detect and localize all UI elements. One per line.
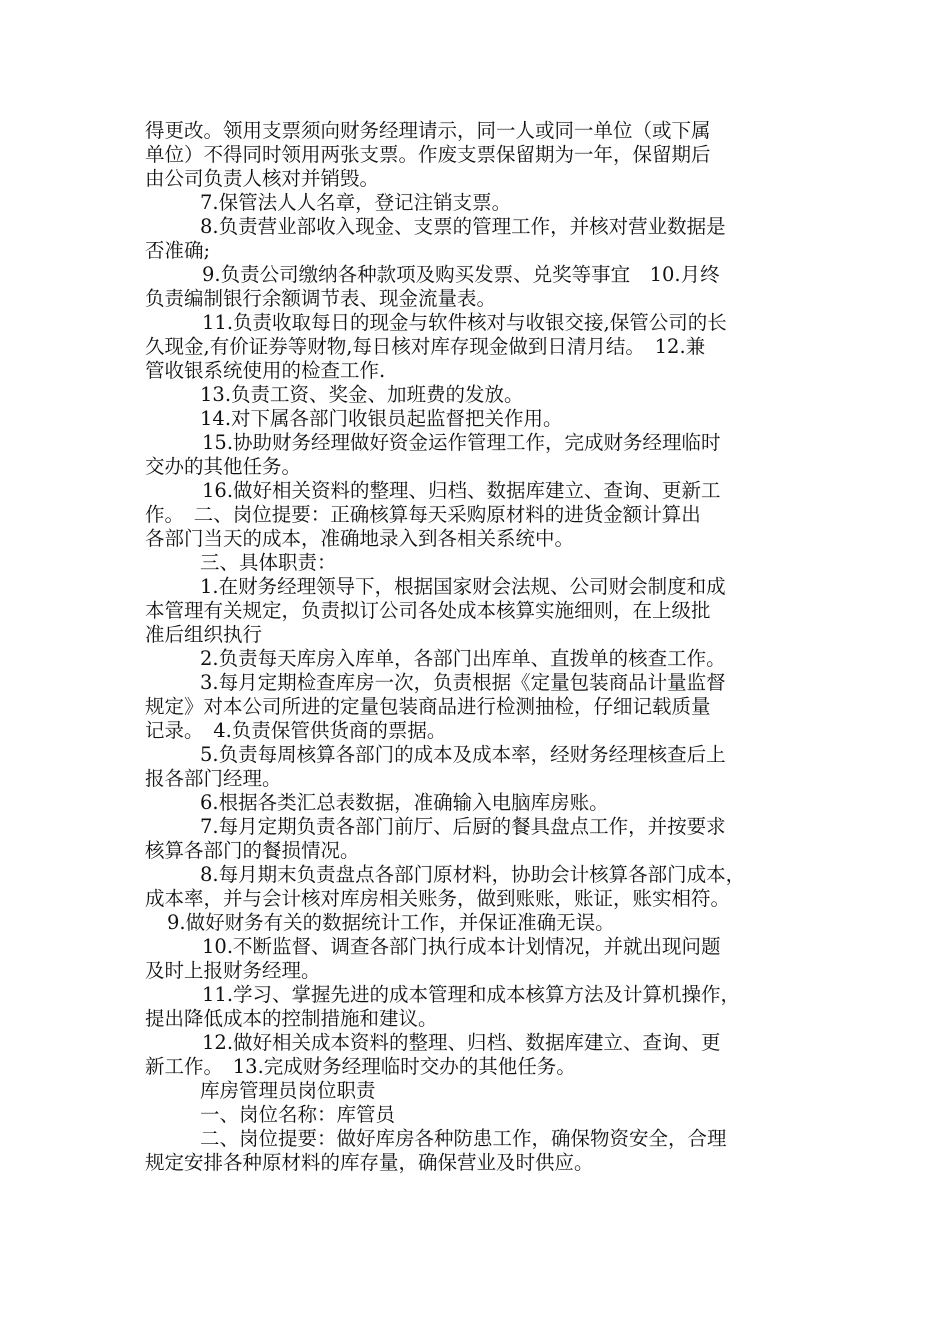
text-line: 1.在财务经理领导下，根据国家财会法规、公司财会制度和成 (200, 575, 726, 598)
section-heading: 库房管理员岗位职责 (200, 1079, 376, 1102)
text-line: 6.根据各类汇总表数据，准确输入电脑库房账。 (200, 791, 609, 814)
text-line: 交办的其他任务。 (145, 455, 302, 478)
text-line: 由公司负责人核对并销毁。 (145, 167, 380, 190)
text-line: 提出降低成本的控制措施和建议。 (145, 1007, 438, 1030)
text-line: 报各部门经理。 (145, 767, 282, 790)
text-line: 准后组织执行 (145, 623, 263, 646)
text-line: 13.负责工资、奖金、加班费的发放。 (200, 383, 524, 406)
text-line: 7.保管法人人名章，登记注销支票。 (200, 191, 512, 214)
section-heading: 三、具体职责： (200, 551, 337, 574)
text-line: 及时上报财务经理。 (145, 959, 321, 982)
text-line: 3.每月定期检查库房一次，负责根据《定量包装商品计量监督 (200, 671, 726, 694)
text-line: 二、岗位提要：做好库房各种防患工作，确保物资安全，合理 (200, 1127, 727, 1150)
text-line: 8.负责营业部收入现金、支票的管理工作，并核对营业数据是 (200, 215, 726, 238)
text-line: 作。 二、岗位提要：正确核算每天采购原材料的进货金额计算出 (145, 503, 701, 526)
text-line: 负责编制银行余额调节表、现金流量表。 (145, 287, 497, 310)
text-line: 16.做好相关资料的整理、归档、数据库建立、查询、更新工 (202, 479, 721, 502)
text-line: 2.负责每天库房入库单，各部门出库单、直拨单的核查工作。 (200, 647, 726, 670)
text-line: 7.每月定期负责各部门前厅、后厨的餐具盘点工作，并按要求 (200, 815, 726, 838)
text-line: 9.负责公司缴纳各种款项及购买发票、兑奖等事宜 10.月终 (202, 263, 720, 286)
text-line: 14.对下属各部门收银员起监督把关作用。 (200, 407, 563, 430)
text-line: 成本率，并与会计核对库房相关账务，做到账账，账证，账实相符。 (145, 887, 731, 910)
text-line: 11.负责收取每日的现金与软件核对与收银交接,保管公司的长 (202, 311, 727, 334)
text-line: 否准确; (145, 239, 211, 262)
text-line: 久现金,有价证券等财物,每日核对库存现金做到日清月结。 12.兼 (145, 335, 706, 358)
document-body (145, 119, 809, 1175)
text-line: 单位）不得同时领用两张支票。作废支票保留期为一年，保留期后 (145, 143, 711, 166)
text-line: 各部门当天的成本，准确地录入到各相关系统中。 (145, 527, 575, 550)
text-line: 本管理有关规定，负责拟订公司各处成本核算实施细则，在上级批 (145, 599, 711, 622)
text-line: 新工作。 13.完成财务经理临时交办的其他任务。 (145, 1055, 576, 1078)
text-line: 11.学习、掌握先进的成本管理和成本核算方法及计算机操作， (202, 983, 741, 1006)
text-line: 规定安排各种原材料的库存量，确保营业及时供应。 (145, 1151, 594, 1174)
text-line: 得更改。领用支票须向财务经理请示，同一人或同一单位（或下属 (145, 119, 711, 142)
text-line: 管收银系统使用的检查工作. (145, 359, 386, 382)
text-line: 5.负责每周核算各部门的成本及成本率，经财务经理核查后上 (200, 743, 726, 766)
text-line: 记录。 4.负责保管供货商的票据。 (145, 719, 447, 742)
text-line: 规定》对本公司所进的定量包装商品进行检测抽检，仔细记载质量 (145, 695, 711, 718)
text-line: 9.做好财务有关的数据统计工作，并保证准确无误。 (167, 911, 615, 934)
text-line: 核算各部门的餐损情况。 (145, 839, 360, 862)
text-line: 10.不断监督、调查各部门执行成本计划情况，并就出现问题 (202, 935, 721, 958)
text-line: 一、岗位名称：库管员 (200, 1103, 396, 1126)
text-line: 8.每月期末负责盘点各部门原材料，协助会计核算各部门成本， (200, 863, 746, 886)
text-line: 12.做好相关成本资料的整理、归档、数据库建立、查询、更 (202, 1031, 721, 1054)
text-line: 15.协助财务经理做好资金运作管理工作，完成财务经理临时 (202, 431, 721, 454)
